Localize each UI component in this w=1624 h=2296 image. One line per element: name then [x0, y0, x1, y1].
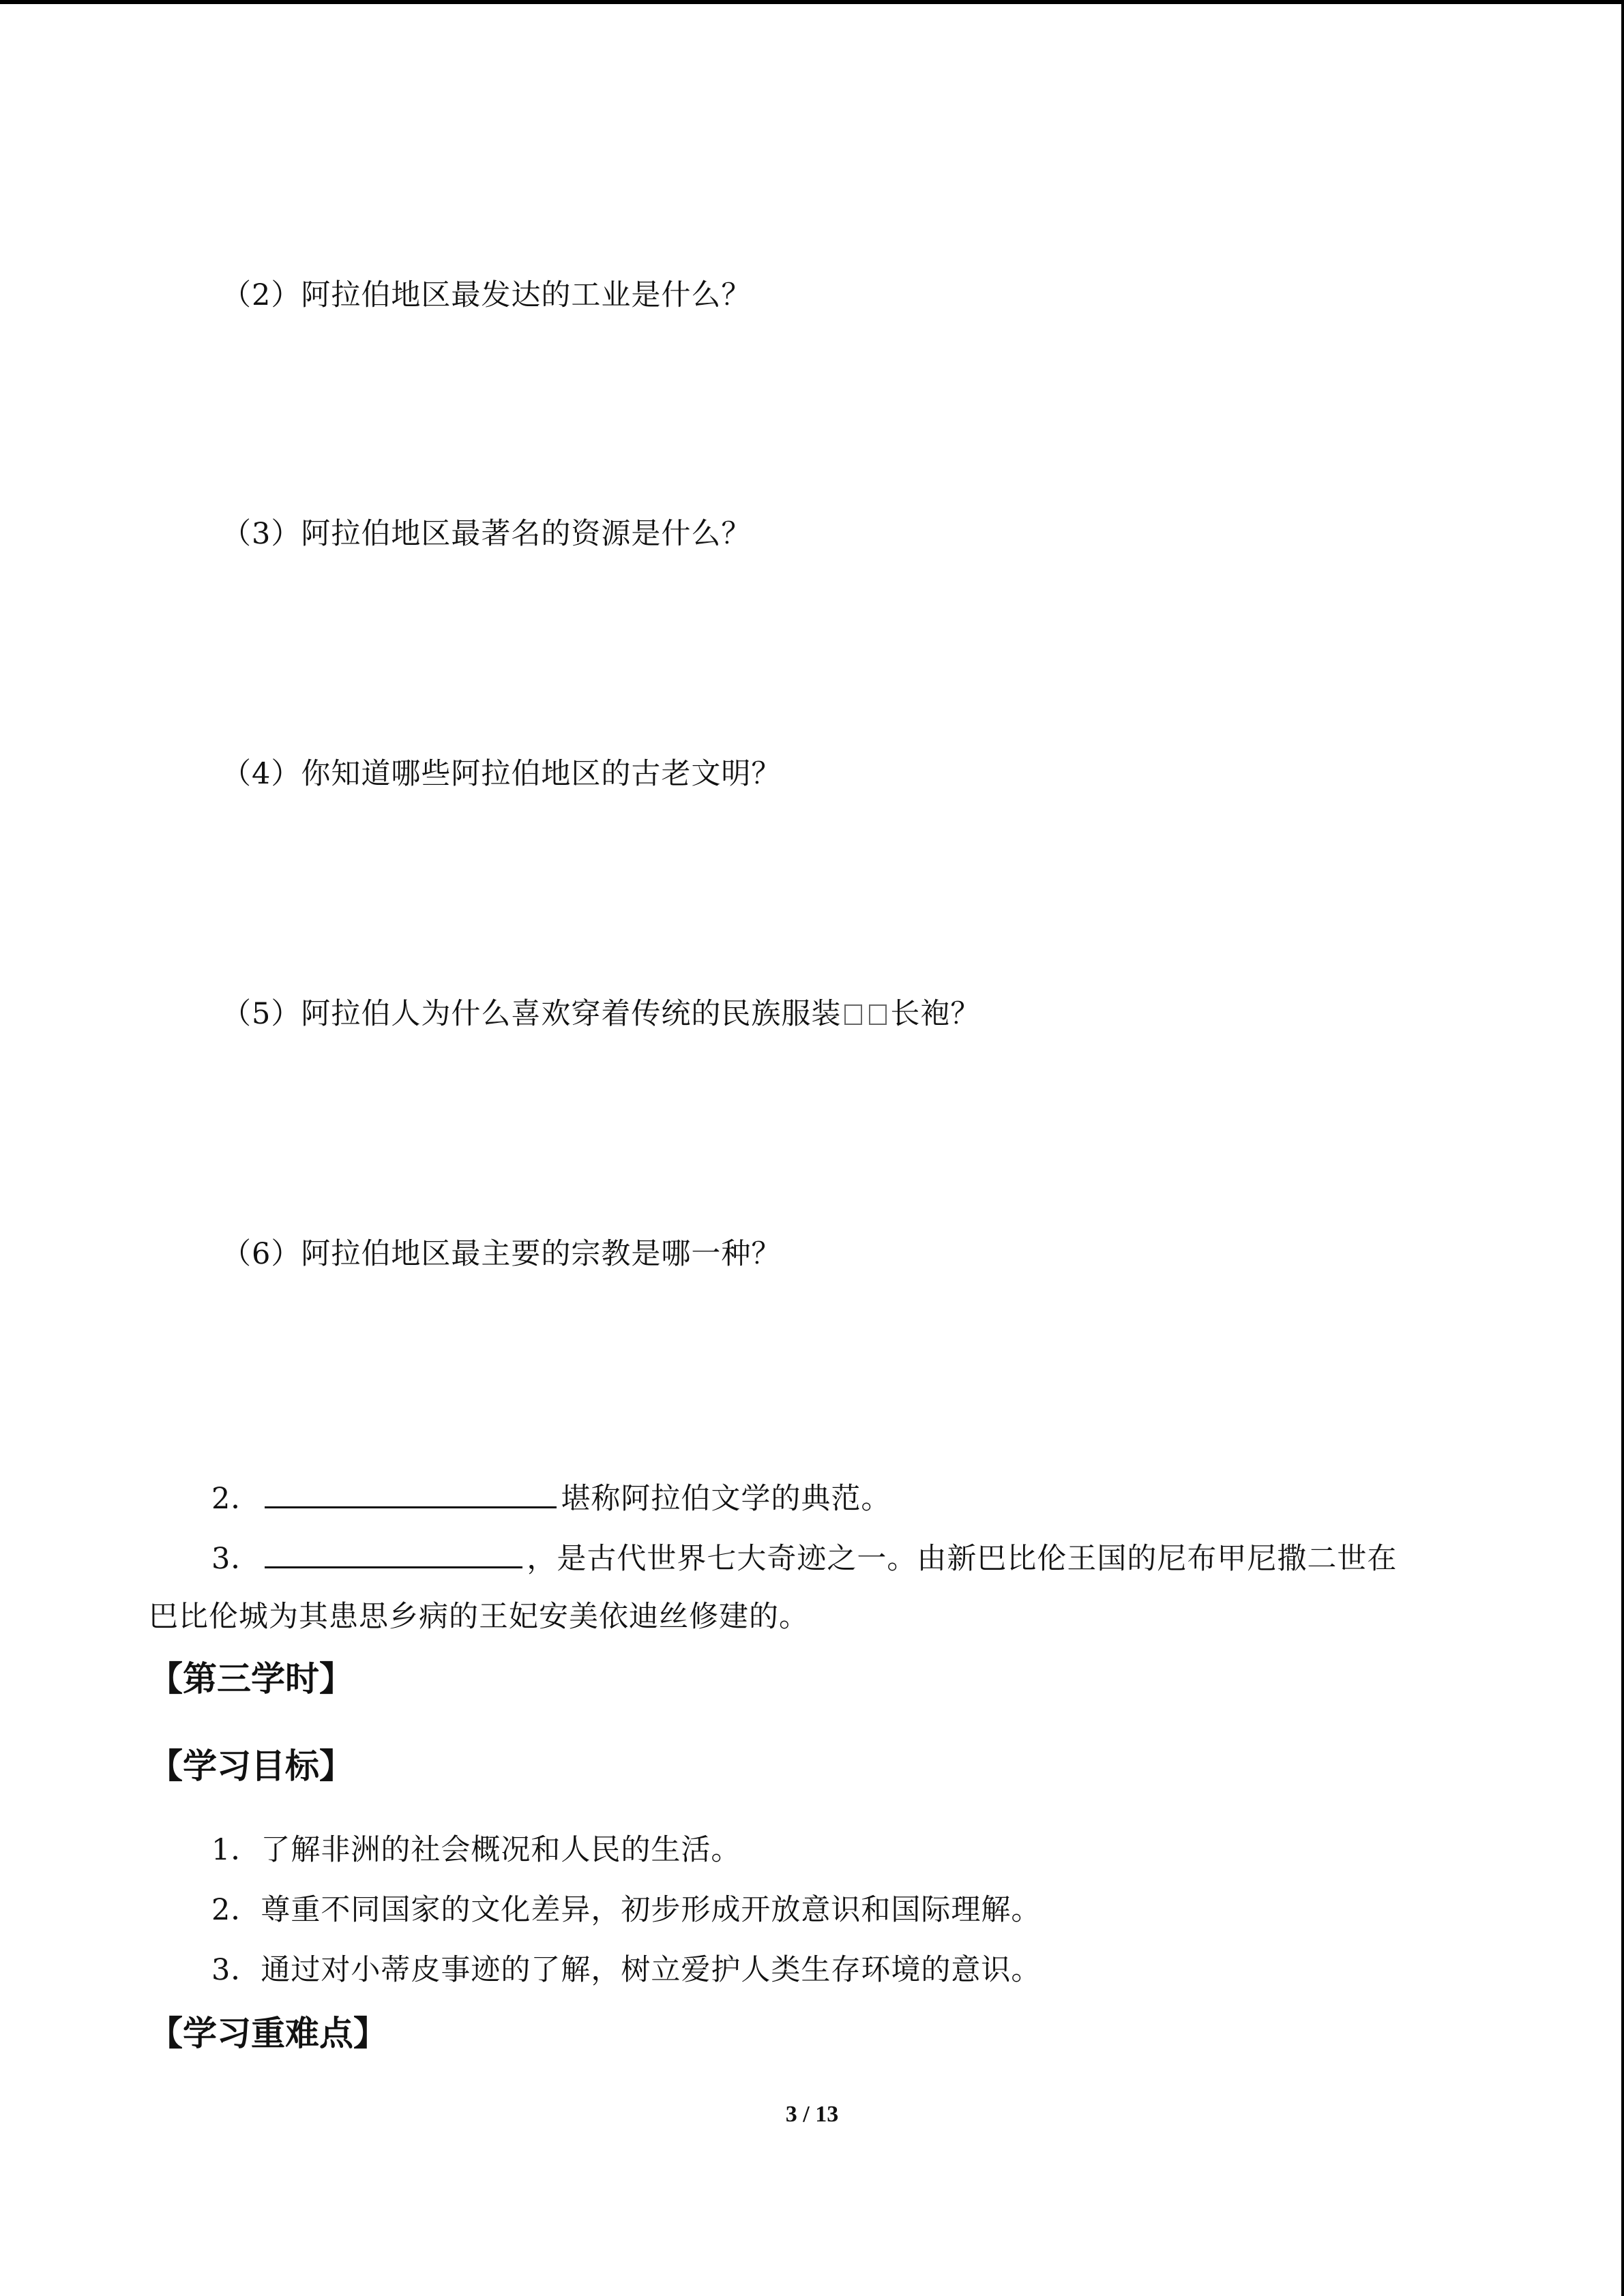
fill-item-2-number: 2．: [211, 1482, 261, 1516]
heading-key-points: 【学习重难点】: [149, 2014, 387, 2053]
fill-item-3-continuation: 巴比伦城为其患思乡病的王妃安美依迪丝修建的。: [149, 1600, 809, 1634]
fill-item-2: [211, 1476, 891, 1519]
page-right-border: [1621, 0, 1624, 2296]
fill-item-2-text: 堪称阿拉伯文学的典范。: [561, 1482, 891, 1516]
question-5: [222, 994, 980, 1034]
heading-third-period: 【第三学时】: [149, 1659, 353, 1699]
objective-2: 2．尊重不同国家的文化差异，初步形成开放意识和国际理解。: [211, 1893, 1042, 1927]
question-2: （2）阿拉伯地区最发达的工业是什么？: [222, 278, 752, 312]
question-3: （3）阿拉伯地区最著名的资源是什么？: [222, 517, 752, 551]
question-5-tail: 长袍？: [890, 997, 981, 1031]
question-4: （4）你知道哪些阿拉伯地区的古老文明？: [222, 757, 782, 791]
heading-objectives: 【学习目标】: [149, 1746, 353, 1786]
objective-3: 3．通过对小蒂皮事迹的了解，树立爱护人类生存环境的意识。: [211, 1953, 1042, 1987]
page-number: 3 / 13: [785, 2102, 839, 2127]
objective-1: 1．了解非洲的社会概况和人民的生活。: [211, 1833, 741, 1867]
fill-item-3: [211, 1536, 1397, 1579]
page-top-border: [0, 0, 1624, 4]
answer-blank[interactable]: [265, 1476, 557, 1508]
answer-blank[interactable]: [265, 1536, 522, 1568]
fill-item-3-text: ，是古代世界七大奇迹之一。由新巴比伦王国的尼布甲尼撒二世在: [527, 1542, 1398, 1576]
fill-item-3-number: 3．: [211, 1542, 261, 1576]
missing-glyph-box: [869, 1004, 887, 1025]
missing-glyph-box: [844, 1004, 862, 1025]
question-5-text: （5）阿拉伯人为什么喜欢穿着传统的民族服装: [222, 997, 842, 1031]
question-6: （6）阿拉伯地区最主要的宗教是哪一种？: [222, 1237, 782, 1271]
